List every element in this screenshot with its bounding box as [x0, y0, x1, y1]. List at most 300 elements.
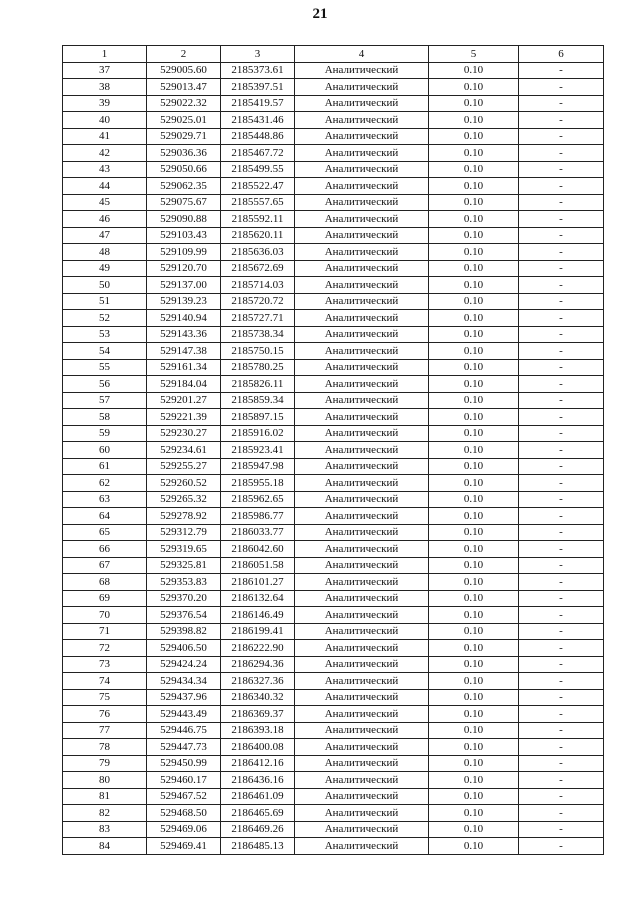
cell-y-coordinate: 2185986.77: [221, 508, 295, 525]
cell-point-number: 48: [63, 244, 147, 261]
cell-y-coordinate: 2186327.36: [221, 673, 295, 690]
cell-y-coordinate: 2185720.72: [221, 293, 295, 310]
cell-y-coordinate: 2185448.86: [221, 128, 295, 145]
cell-point-number: 56: [63, 376, 147, 393]
cell-x-coordinate: 529260.52: [147, 475, 221, 492]
cell-note: -: [519, 590, 604, 607]
cell-note: -: [519, 178, 604, 195]
cell-note: -: [519, 491, 604, 508]
cell-accuracy: 0.10: [429, 326, 519, 343]
cell-x-coordinate: 529467.52: [147, 788, 221, 805]
table-row: [63, 475, 604, 492]
table-row: [63, 590, 604, 607]
table-row: [63, 227, 604, 244]
cell-accuracy: 0.10: [429, 805, 519, 822]
cell-y-coordinate: 2185727.71: [221, 310, 295, 327]
cell-x-coordinate: 529312.79: [147, 524, 221, 541]
cell-point-number: 61: [63, 458, 147, 475]
cell-y-coordinate: 2186393.18: [221, 722, 295, 739]
cell-point-number: 69: [63, 590, 147, 607]
cell-method: Аналитический: [295, 392, 429, 409]
cell-y-coordinate: 2185916.02: [221, 425, 295, 442]
cell-point-number: 75: [63, 689, 147, 706]
cell-y-coordinate: 2185620.11: [221, 227, 295, 244]
cell-y-coordinate: 2185714.03: [221, 277, 295, 294]
cell-point-number: 38: [63, 79, 147, 96]
cell-method: Аналитический: [295, 689, 429, 706]
cell-y-coordinate: 2185738.34: [221, 326, 295, 343]
cell-x-coordinate: 529437.96: [147, 689, 221, 706]
cell-note: -: [519, 211, 604, 228]
cell-x-coordinate: 529029.71: [147, 128, 221, 145]
cell-point-number: 49: [63, 260, 147, 277]
table-row: [63, 62, 604, 79]
cell-accuracy: 0.10: [429, 178, 519, 195]
cell-point-number: 76: [63, 706, 147, 723]
cell-point-number: 77: [63, 722, 147, 739]
cell-x-coordinate: 529325.81: [147, 557, 221, 574]
cell-point-number: 51: [63, 293, 147, 310]
cell-accuracy: 0.10: [429, 590, 519, 607]
cell-accuracy: 0.10: [429, 211, 519, 228]
table-row: [63, 656, 604, 673]
cell-x-coordinate: 529278.92: [147, 508, 221, 525]
cell-accuracy: 0.10: [429, 821, 519, 838]
cell-point-number: 81: [63, 788, 147, 805]
table-row: [63, 541, 604, 558]
cell-method: Аналитический: [295, 293, 429, 310]
cell-y-coordinate: 2186294.36: [221, 656, 295, 673]
cell-accuracy: 0.10: [429, 343, 519, 360]
cell-x-coordinate: 529075.67: [147, 194, 221, 211]
cell-y-coordinate: 2185826.11: [221, 376, 295, 393]
cell-x-coordinate: 529434.34: [147, 673, 221, 690]
cell-note: -: [519, 277, 604, 294]
cell-y-coordinate: 2185419.57: [221, 95, 295, 112]
cell-x-coordinate: 529147.38: [147, 343, 221, 360]
cell-note: -: [519, 524, 604, 541]
cell-point-number: 40: [63, 112, 147, 129]
cell-x-coordinate: 529468.50: [147, 805, 221, 822]
cell-accuracy: 0.10: [429, 607, 519, 624]
cell-x-coordinate: 529109.99: [147, 244, 221, 261]
table-row: [63, 458, 604, 475]
cell-y-coordinate: 2186469.26: [221, 821, 295, 838]
cell-method: Аналитический: [295, 161, 429, 178]
page-number: 21: [312, 6, 328, 22]
cell-x-coordinate: 529050.66: [147, 161, 221, 178]
cell-accuracy: 0.10: [429, 541, 519, 558]
cell-method: Аналитический: [295, 409, 429, 426]
cell-note: -: [519, 376, 604, 393]
cell-accuracy: 0.10: [429, 194, 519, 211]
cell-point-number: 64: [63, 508, 147, 525]
cell-method: Аналитический: [295, 557, 429, 574]
cell-y-coordinate: 2185780.25: [221, 359, 295, 376]
table-row: [63, 112, 604, 129]
cell-point-number: 78: [63, 739, 147, 756]
cell-y-coordinate: 2186461.09: [221, 788, 295, 805]
cell-note: -: [519, 574, 604, 591]
cell-point-number: 67: [63, 557, 147, 574]
table-row: [63, 508, 604, 525]
table-row: [63, 788, 604, 805]
cell-method: Аналитический: [295, 458, 429, 475]
cell-x-coordinate: 529447.73: [147, 739, 221, 756]
cell-note: -: [519, 326, 604, 343]
cell-y-coordinate: 2186485.13: [221, 838, 295, 855]
cell-note: -: [519, 788, 604, 805]
cell-accuracy: 0.10: [429, 310, 519, 327]
cell-accuracy: 0.10: [429, 277, 519, 294]
cell-method: Аналитический: [295, 673, 429, 690]
cell-x-coordinate: 529022.32: [147, 95, 221, 112]
cell-note: -: [519, 310, 604, 327]
cell-y-coordinate: 2185373.61: [221, 62, 295, 79]
table-row: [63, 376, 604, 393]
cell-accuracy: 0.10: [429, 260, 519, 277]
table-row: [63, 293, 604, 310]
cell-method: Аналитический: [295, 442, 429, 459]
cell-point-number: 79: [63, 755, 147, 772]
cell-x-coordinate: 529469.41: [147, 838, 221, 855]
cell-y-coordinate: 2185897.15: [221, 409, 295, 426]
table-row: [63, 821, 604, 838]
cell-note: -: [519, 112, 604, 129]
table-row: [63, 673, 604, 690]
column-header: 4: [295, 46, 429, 63]
cell-x-coordinate: 529161.34: [147, 359, 221, 376]
table-row: [63, 739, 604, 756]
table-row: [63, 689, 604, 706]
table-row: [63, 425, 604, 442]
cell-note: -: [519, 359, 604, 376]
cell-method: Аналитический: [295, 194, 429, 211]
table-row: [63, 128, 604, 145]
cell-method: Аналитический: [295, 541, 429, 558]
cell-note: -: [519, 541, 604, 558]
column-header: 6: [519, 46, 604, 63]
cell-x-coordinate: 529450.99: [147, 755, 221, 772]
table-row: [63, 442, 604, 459]
column-header: 3: [221, 46, 295, 63]
cell-note: -: [519, 739, 604, 756]
cell-accuracy: 0.10: [429, 755, 519, 772]
cell-note: -: [519, 607, 604, 624]
cell-accuracy: 0.10: [429, 640, 519, 657]
table-row: [63, 260, 604, 277]
cell-x-coordinate: 529406.50: [147, 640, 221, 657]
cell-x-coordinate: 529353.83: [147, 574, 221, 591]
cell-note: -: [519, 425, 604, 442]
cell-point-number: 57: [63, 392, 147, 409]
table-row: [63, 343, 604, 360]
cell-y-coordinate: 2186465.69: [221, 805, 295, 822]
table-row: [63, 491, 604, 508]
cell-x-coordinate: 529255.27: [147, 458, 221, 475]
cell-x-coordinate: 529025.01: [147, 112, 221, 129]
cell-point-number: 82: [63, 805, 147, 822]
cell-accuracy: 0.10: [429, 508, 519, 525]
cell-y-coordinate: 2185955.18: [221, 475, 295, 492]
cell-y-coordinate: 2185962.65: [221, 491, 295, 508]
cell-method: Аналитический: [295, 62, 429, 79]
cell-x-coordinate: 529446.75: [147, 722, 221, 739]
cell-accuracy: 0.10: [429, 689, 519, 706]
cell-y-coordinate: 2185557.65: [221, 194, 295, 211]
cell-accuracy: 0.10: [429, 524, 519, 541]
table-row: [63, 244, 604, 261]
cell-note: -: [519, 62, 604, 79]
cell-x-coordinate: 529443.49: [147, 706, 221, 723]
cell-method: Аналитический: [295, 277, 429, 294]
table-row: [63, 557, 604, 574]
cell-y-coordinate: 2186101.27: [221, 574, 295, 591]
table-row: [63, 211, 604, 228]
cell-x-coordinate: 529376.54: [147, 607, 221, 624]
cell-x-coordinate: 529013.47: [147, 79, 221, 96]
table-row: [63, 194, 604, 211]
cell-method: Аналитический: [295, 772, 429, 789]
cell-point-number: 54: [63, 343, 147, 360]
cell-y-coordinate: 2185859.34: [221, 392, 295, 409]
cell-method: Аналитический: [295, 574, 429, 591]
cell-x-coordinate: 529139.23: [147, 293, 221, 310]
cell-note: -: [519, 79, 604, 96]
table-body: [63, 62, 604, 854]
cell-point-number: 41: [63, 128, 147, 145]
cell-accuracy: 0.10: [429, 706, 519, 723]
cell-point-number: 74: [63, 673, 147, 690]
cell-y-coordinate: 2185522.47: [221, 178, 295, 195]
cell-x-coordinate: 529036.36: [147, 145, 221, 162]
cell-accuracy: 0.10: [429, 79, 519, 96]
cell-note: -: [519, 244, 604, 261]
cell-point-number: 73: [63, 656, 147, 673]
column-header: 2: [147, 46, 221, 63]
cell-point-number: 42: [63, 145, 147, 162]
table-row: [63, 359, 604, 376]
cell-note: -: [519, 689, 604, 706]
cell-accuracy: 0.10: [429, 788, 519, 805]
cell-accuracy: 0.10: [429, 409, 519, 426]
cell-x-coordinate: 529090.88: [147, 211, 221, 228]
cell-note: -: [519, 475, 604, 492]
cell-x-coordinate: 529140.94: [147, 310, 221, 327]
cell-note: -: [519, 722, 604, 739]
cell-method: Аналитический: [295, 343, 429, 360]
table-row: [63, 772, 604, 789]
cell-method: Аналитический: [295, 326, 429, 343]
cell-accuracy: 0.10: [429, 161, 519, 178]
cell-x-coordinate: 529005.60: [147, 62, 221, 79]
cell-point-number: 45: [63, 194, 147, 211]
cell-y-coordinate: 2186412.16: [221, 755, 295, 772]
cell-point-number: 52: [63, 310, 147, 327]
cell-y-coordinate: 2186042.60: [221, 541, 295, 558]
cell-method: Аналитический: [295, 755, 429, 772]
cell-note: -: [519, 194, 604, 211]
cell-point-number: 60: [63, 442, 147, 459]
cell-x-coordinate: 529137.00: [147, 277, 221, 294]
cell-note: -: [519, 95, 604, 112]
cell-method: Аналитический: [295, 145, 429, 162]
cell-note: -: [519, 227, 604, 244]
cell-accuracy: 0.10: [429, 359, 519, 376]
cell-y-coordinate: 2186132.64: [221, 590, 295, 607]
table-row: [63, 623, 604, 640]
cell-point-number: 47: [63, 227, 147, 244]
cell-point-number: 50: [63, 277, 147, 294]
cell-method: Аналитический: [295, 359, 429, 376]
table-row: [63, 326, 604, 343]
cell-method: Аналитический: [295, 590, 429, 607]
cell-method: Аналитический: [295, 788, 429, 805]
cell-y-coordinate: 2186051.58: [221, 557, 295, 574]
cell-accuracy: 0.10: [429, 491, 519, 508]
cell-y-coordinate: 2185672.69: [221, 260, 295, 277]
cell-note: -: [519, 838, 604, 855]
cell-x-coordinate: 529103.43: [147, 227, 221, 244]
cell-point-number: 63: [63, 491, 147, 508]
cell-y-coordinate: 2185947.98: [221, 458, 295, 475]
cell-accuracy: 0.10: [429, 442, 519, 459]
cell-point-number: 66: [63, 541, 147, 558]
cell-y-coordinate: 2186436.16: [221, 772, 295, 789]
cell-note: -: [519, 656, 604, 673]
cell-method: Аналитический: [295, 178, 429, 195]
cell-x-coordinate: 529120.70: [147, 260, 221, 277]
cell-y-coordinate: 2186033.77: [221, 524, 295, 541]
cell-accuracy: 0.10: [429, 425, 519, 442]
cell-x-coordinate: 529201.27: [147, 392, 221, 409]
cell-method: Аналитический: [295, 112, 429, 129]
cell-accuracy: 0.10: [429, 656, 519, 673]
cell-method: Аналитический: [295, 260, 429, 277]
table-row: [63, 722, 604, 739]
cell-y-coordinate: 2186222.90: [221, 640, 295, 657]
cell-point-number: 59: [63, 425, 147, 442]
cell-point-number: 58: [63, 409, 147, 426]
table-row: [63, 755, 604, 772]
cell-point-number: 65: [63, 524, 147, 541]
cell-point-number: 68: [63, 574, 147, 591]
cell-accuracy: 0.10: [429, 112, 519, 129]
cell-y-coordinate: 2185397.51: [221, 79, 295, 96]
cell-point-number: 37: [63, 62, 147, 79]
cell-x-coordinate: 529234.61: [147, 442, 221, 459]
cell-note: -: [519, 409, 604, 426]
cell-y-coordinate: 2186369.37: [221, 706, 295, 723]
cell-point-number: 83: [63, 821, 147, 838]
cell-point-number: 46: [63, 211, 147, 228]
table-row: [63, 161, 604, 178]
table-row: [63, 392, 604, 409]
cell-accuracy: 0.10: [429, 376, 519, 393]
cell-y-coordinate: 2185636.03: [221, 244, 295, 261]
cell-accuracy: 0.10: [429, 392, 519, 409]
cell-method: Аналитический: [295, 607, 429, 624]
cell-accuracy: 0.10: [429, 739, 519, 756]
cell-y-coordinate: 2186146.49: [221, 607, 295, 624]
cell-method: Аналитический: [295, 425, 429, 442]
cell-x-coordinate: 529398.82: [147, 623, 221, 640]
cell-method: Аналитический: [295, 79, 429, 96]
cell-method: Аналитический: [295, 838, 429, 855]
cell-x-coordinate: 529460.17: [147, 772, 221, 789]
cell-point-number: 80: [63, 772, 147, 789]
cell-method: Аналитический: [295, 722, 429, 739]
cell-point-number: 53: [63, 326, 147, 343]
table-row: [63, 838, 604, 855]
cell-note: -: [519, 772, 604, 789]
cell-method: Аналитический: [295, 227, 429, 244]
cell-note: -: [519, 260, 604, 277]
cell-y-coordinate: 2186199.41: [221, 623, 295, 640]
table-row: [63, 706, 604, 723]
cell-accuracy: 0.10: [429, 145, 519, 162]
table-row: [63, 574, 604, 591]
cell-method: Аналитический: [295, 244, 429, 261]
cell-note: -: [519, 557, 604, 574]
cell-accuracy: 0.10: [429, 623, 519, 640]
column-header: 5: [429, 46, 519, 63]
cell-point-number: 72: [63, 640, 147, 657]
cell-accuracy: 0.10: [429, 244, 519, 261]
cell-point-number: 71: [63, 623, 147, 640]
cell-note: -: [519, 821, 604, 838]
cell-note: -: [519, 508, 604, 525]
cell-method: Аналитический: [295, 640, 429, 657]
cell-note: -: [519, 706, 604, 723]
cell-note: -: [519, 623, 604, 640]
cell-method: Аналитический: [295, 805, 429, 822]
column-header: 1: [63, 46, 147, 63]
table-row: [63, 310, 604, 327]
table-header-row: [63, 46, 604, 63]
cell-note: -: [519, 128, 604, 145]
cell-point-number: 55: [63, 359, 147, 376]
cell-note: -: [519, 673, 604, 690]
cell-point-number: 84: [63, 838, 147, 855]
table-row: [63, 79, 604, 96]
cell-point-number: 62: [63, 475, 147, 492]
table-row: [63, 145, 604, 162]
cell-x-coordinate: 529370.20: [147, 590, 221, 607]
cell-method: Аналитический: [295, 524, 429, 541]
cell-y-coordinate: 2185750.15: [221, 343, 295, 360]
cell-x-coordinate: 529221.39: [147, 409, 221, 426]
cell-point-number: 44: [63, 178, 147, 195]
cell-note: -: [519, 755, 604, 772]
cell-method: Аналитический: [295, 508, 429, 525]
table-row: [63, 805, 604, 822]
table-row: [63, 640, 604, 657]
cell-x-coordinate: 529265.32: [147, 491, 221, 508]
cell-x-coordinate: 529062.35: [147, 178, 221, 195]
cell-method: Аналитический: [295, 706, 429, 723]
cell-accuracy: 0.10: [429, 293, 519, 310]
cell-point-number: 70: [63, 607, 147, 624]
cell-note: -: [519, 458, 604, 475]
cell-accuracy: 0.10: [429, 772, 519, 789]
cell-note: -: [519, 805, 604, 822]
cell-method: Аналитический: [295, 128, 429, 145]
cell-y-coordinate: 2185499.55: [221, 161, 295, 178]
cell-method: Аналитический: [295, 211, 429, 228]
cell-x-coordinate: 529424.24: [147, 656, 221, 673]
cell-accuracy: 0.10: [429, 128, 519, 145]
